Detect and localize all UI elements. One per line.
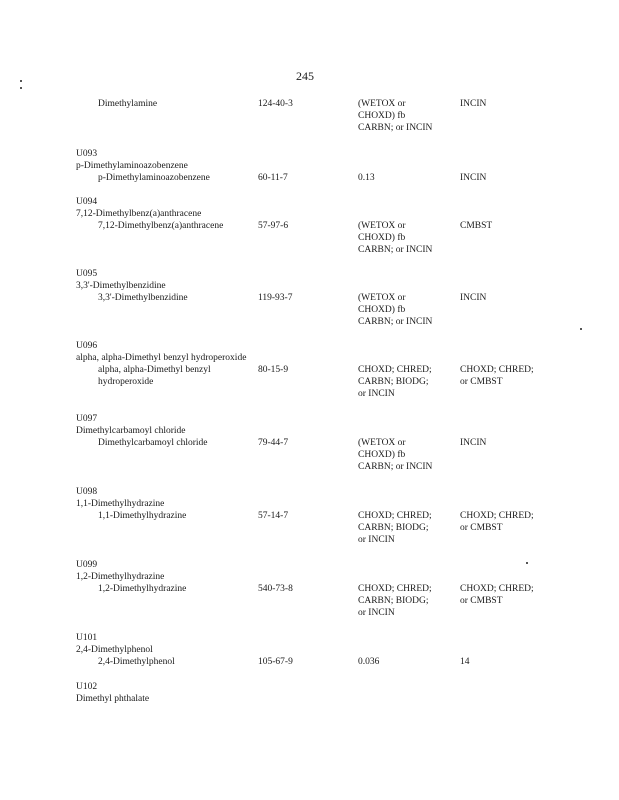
wastewater-standard: 0.036 [358,657,380,667]
waste-code: U095 [76,269,98,279]
wastewater-standard: CHOXD; CHRED; CARBN; BIODG; or INCIN [358,365,432,399]
cas-number: 57-14-7 [258,511,289,521]
cas-number: 60-11-7 [258,173,288,183]
wastewater-standard: (WETOX or CHOXD) fb CARBN; or INCIN [358,438,433,472]
entry-title: 1,1-Dimethylhydrazine [76,499,165,509]
cas-number: 79-44-7 [258,438,289,448]
page-number: 245 [296,69,314,83]
constituent-name: p-Dimethylaminoazobenzene [98,173,210,183]
entry-title: p-Dimethylaminoazobenzene [76,161,188,171]
nonwastewater-standard: INCIN [460,293,487,303]
cas-number: 119-93-7 [258,293,293,303]
nonwastewater-standard: CHOXD; CHRED; or CMBST [460,584,534,606]
cas-number: 105-67-9 [258,657,293,667]
wastewater-standard: (WETOX or CHOXD) fb CARBN; or INCIN [358,221,433,255]
entry-title: Dimethyl phthalate [76,694,150,704]
nonwastewater-standard: INCIN [460,99,487,109]
constituent-name: 7,12-Dimethylbenz(a)anthracene [98,221,224,231]
waste-code: U096 [76,341,98,351]
entry-title: Dimethylcarbamoyl chloride [76,426,186,436]
wastewater-standard: (WETOX or CHOXD) fb CARBN; or INCIN [358,293,433,327]
constituent-name: 2,4-Dimethylphenol [98,657,175,667]
cas-number: 124-40-3 [258,99,293,109]
waste-code: U102 [76,682,98,692]
constituent-name: 1,2-Dimethylhydrazine [98,584,187,594]
constituent-name: alpha, alpha-Dimethyl benzyl hydroperoxide [98,365,211,387]
waste-code: U093 [76,149,98,159]
nonwastewater-standard: INCIN [460,173,487,183]
nonwastewater-standard: CHOXD; CHRED; or CMBST [460,365,534,387]
entry-title: 1,2-Dimethylhydrazine [76,572,165,582]
nonwastewater-standard: INCIN [460,438,487,448]
scan-speck [20,87,22,89]
wastewater-standard: (WETOX or CHOXD) fb CARBN; or INCIN [358,99,433,133]
wastewater-standard: 0.13 [358,173,375,183]
wastewater-standard: CHOXD; CHRED; CARBN; BIODG; or INCIN [358,511,432,545]
constituent-name: Dimethylamine [98,99,158,109]
cas-number: 540-73-8 [258,584,293,594]
waste-code: U094 [76,197,98,207]
nonwastewater-standard: CMBST [460,221,493,231]
entry-title: alpha, alpha-Dimethyl benzyl hydroperoxide [76,353,247,363]
entry-title: 7,12-Dimethylbenz(a)anthracene [76,209,202,219]
entry-title: 3,3'-Dimethylbenzidine [76,281,166,291]
constituent-name: 3,3'-Dimethylbenzidine [98,293,188,303]
constituent-name: Dimethylcarbamoyl chloride [98,438,208,448]
nonwastewater-standard: 14 [460,657,470,667]
cas-number: 80-15-9 [258,365,289,375]
cas-number: 57-97-6 [258,221,289,231]
waste-code: U101 [76,633,98,643]
waste-code: U099 [76,560,98,570]
waste-code: U098 [76,487,98,497]
constituent-name: 1,1-Dimethylhydrazine [98,511,187,521]
wastewater-standard: CHOXD; CHRED; CARBN; BIODG; or INCIN [358,584,432,618]
scan-speck [20,80,22,82]
scan-speck [526,562,528,564]
waste-code: U097 [76,414,98,424]
entry-title: 2,4-Dimethylphenol [76,645,153,655]
scan-speck [580,328,582,330]
nonwastewater-standard: CHOXD; CHRED; or CMBST [460,511,534,533]
